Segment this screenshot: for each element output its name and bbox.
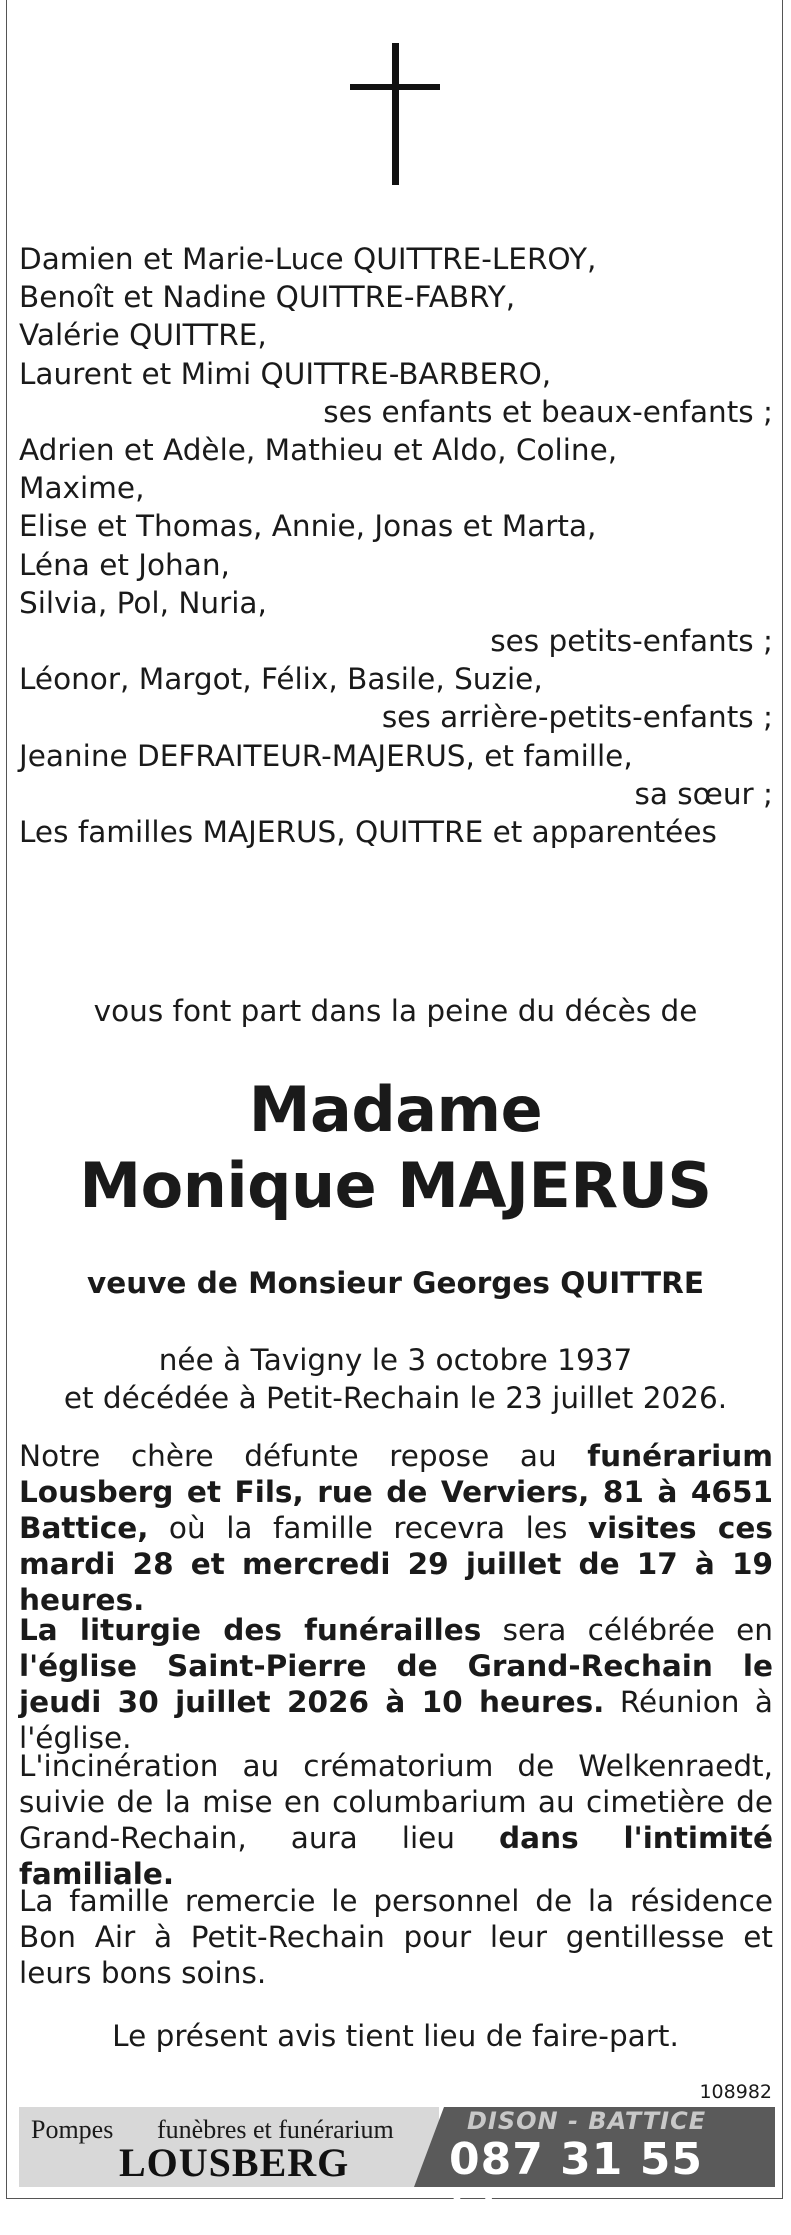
relation-line: ses enfants et beaux-enfants ; <box>323 394 773 429</box>
text-segment: Notre chère défunte repose au <box>19 1439 588 1473</box>
widow-of: veuve de Monsieur Georges QUITTRE <box>86 1266 705 1300</box>
text-segment: où la famille recevra les <box>148 1511 588 1545</box>
banner-brand-logo: LOUSBERG <box>119 2140 350 2185</box>
family-member-line: Maxime, <box>19 471 145 506</box>
paragraph-liturgy <box>19 1612 773 1756</box>
text-segment: sera célébrée en <box>481 1613 773 1647</box>
family-member-line: Laurent et Mimi QUITTRE-BARBERO, <box>19 356 552 391</box>
family-member-line: Les familles MAJERUS, QUITTRE et apparentées <box>19 815 717 850</box>
announcement-intro: vous font part dans la peine du décès de <box>93 994 698 1028</box>
family-member-line: Silvia, Pol, Nuria, <box>19 585 267 620</box>
family-member-line: Damien et Marie-Luce QUITTRE-LEROY, <box>19 242 597 276</box>
closing-line: Le présent avis tient lieu de faire-part. <box>112 2019 679 2053</box>
text-segment: La famille remercie le personnel de la résidence Bon Air à Petit-Rechain pour leur gentillesse et leurs bons soins. <box>19 1884 773 1990</box>
relation-line: ses arrière-petits-enfants ; <box>381 700 773 735</box>
banner-phone: 087 31 55 55 <box>449 2134 703 2235</box>
family-member-line: Elise et Thomas, Annie, Jonas et Marta, <box>19 509 597 544</box>
bold-segment: La liturgie des funérailles <box>19 1613 482 1647</box>
text-segment: L'incinération au crématorium de Welkenraedt, suivie de la mise en columbarium au cimetière de Grand-Rechain, aura lieu <box>19 1749 773 1855</box>
bold-segment: dans l'intimité familiale. <box>19 1821 773 1891</box>
family-member-line: Léna et Johan, <box>19 547 230 582</box>
family-member-line: Léonor, Margot, Félix, Basile, Suzie, <box>19 662 543 697</box>
banner-funebres: funèbres et funérarium <box>157 2115 394 2144</box>
family-member-line: Jeanine DEFRAITEUR-MAJERUS, et famille, <box>19 738 633 773</box>
family-member-line: Benoît et Nadine QUITTRE-FABRY, <box>19 280 516 315</box>
death-line: et décédée à Petit-Rechain le 23 juillet 2026. <box>63 1381 728 1415</box>
paragraph-thanks <box>19 1883 773 1991</box>
paragraph-cremation <box>19 1748 773 1892</box>
bold-segment: funérarium Lousberg et Fils, rue de Verviers, 81 à 4651 Battice, <box>19 1439 773 1545</box>
dates-block <box>0 1341 791 1417</box>
bold-segment: l'église Saint-Pierre de Grand-Rechain le jeudi 30 juillet 2026 à 10 heures. <box>19 1649 773 1719</box>
family-member-line: Valérie QUITTRE, <box>19 318 267 353</box>
relation-line: ses petits-enfants ; <box>490 624 773 659</box>
family-member-line: Adrien et Adèle, Mathieu et Aldo, Coline, <box>19 433 618 468</box>
deceased-name: Monique MAJERUS <box>79 1149 712 1222</box>
banner-pompes: Pompes <box>31 2115 114 2144</box>
text-segment: Réunion à l'église. <box>19 1685 773 1755</box>
funeral-home-banner <box>19 2107 775 2235</box>
family-list <box>19 240 773 851</box>
reference-number: 108982 <box>699 2081 772 2103</box>
birth-line: née à Tavigny le 3 octobre 1937 <box>158 1343 633 1377</box>
paragraph-rest <box>19 1438 773 1618</box>
deceased-name-block <box>0 1072 791 1224</box>
bold-segment: visites ces mardi 28 et mercredi 29 juillet de 17 à 19 heures. <box>19 1511 773 1617</box>
banner-towns: DISON - BATTICE <box>467 2107 707 2135</box>
cross-icon <box>350 43 440 185</box>
deceased-title: Madame <box>248 1073 543 1146</box>
relation-line: sa sœur ; <box>634 776 773 811</box>
